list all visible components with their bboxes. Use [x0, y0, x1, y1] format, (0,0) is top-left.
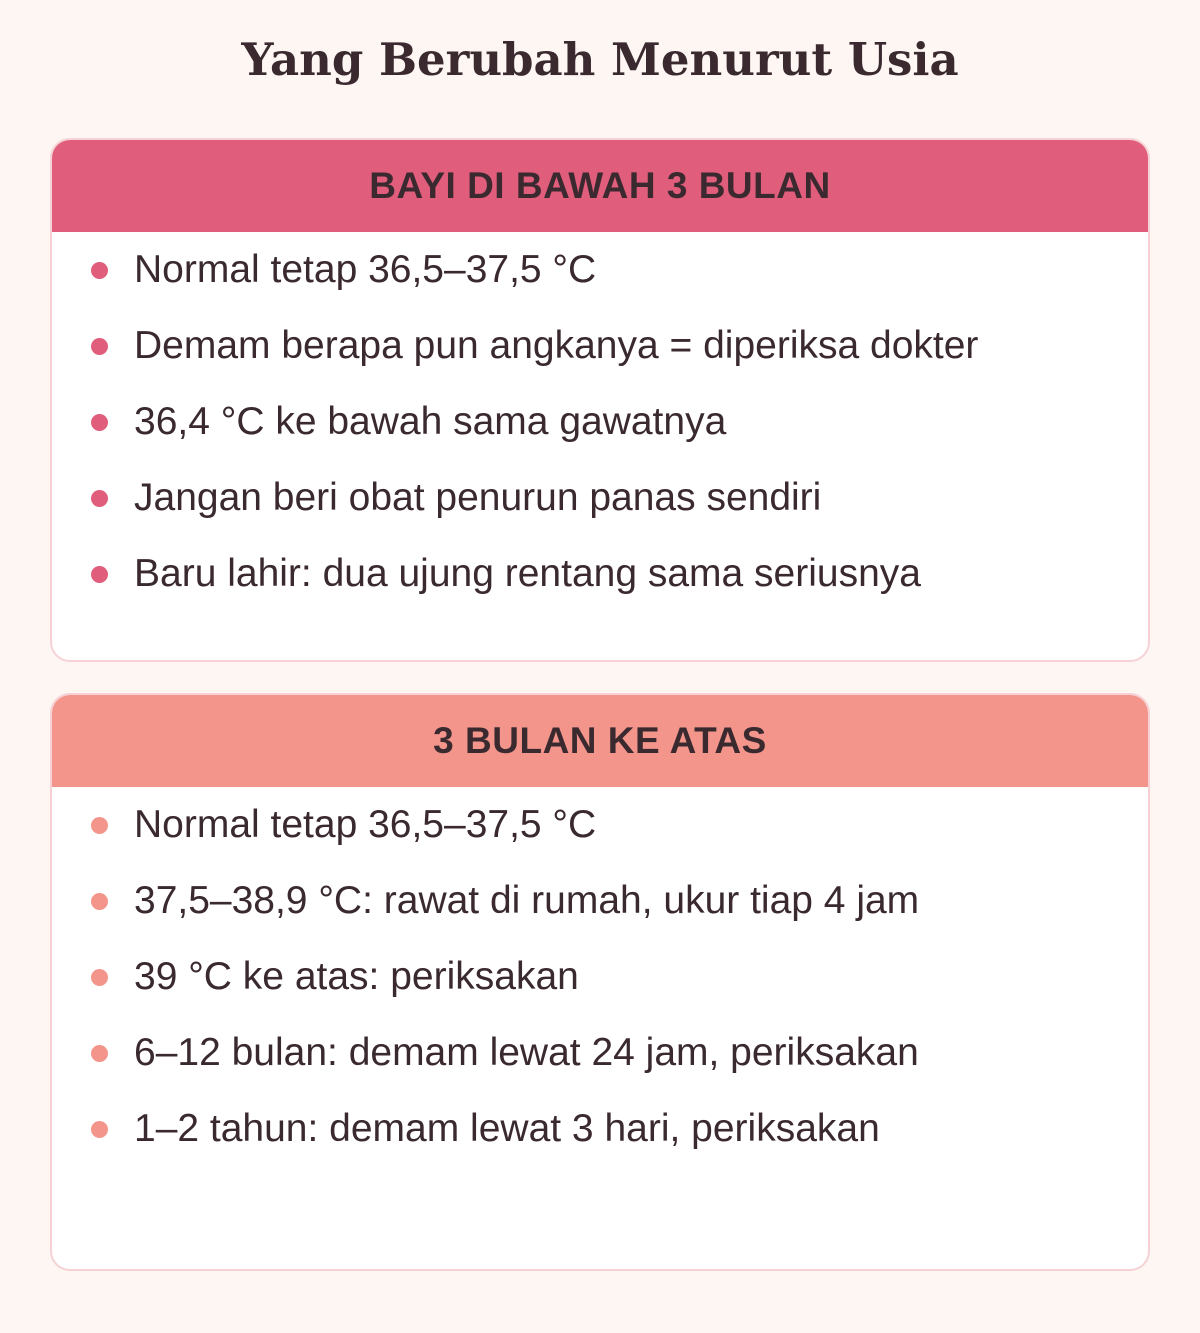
- list-item-text: 37,5–38,9 °C: rawat di rumah, ukur tiap 4 jam: [134, 879, 920, 922]
- list-item-text: Demam berapa pun angkanya = diperiksa dokter: [134, 324, 979, 367]
- list-item: [52, 244, 1148, 296]
- card-list: [52, 787, 1148, 1155]
- bullet-dot-icon: [91, 817, 108, 834]
- list-item-text: 39 °C ke atas: periksakan: [134, 955, 579, 998]
- list-item: [52, 320, 1148, 372]
- bullet-dot-icon: [91, 262, 108, 279]
- page-title: Yang Berubah Menurut Usia: [241, 33, 959, 86]
- list-item: [52, 951, 1148, 1003]
- bullet-dot-icon: [91, 338, 108, 355]
- list-item: [52, 548, 1148, 600]
- bullet-dot-icon: [91, 414, 108, 431]
- list-item-text: 6–12 bulan: demam lewat 24 jam, periksakan: [134, 1031, 919, 1074]
- card-list: [52, 232, 1148, 600]
- list-item-text: 36,4 °C ke bawah sama gawatnya: [134, 400, 727, 443]
- over-3-months-card: [50, 693, 1150, 1271]
- list-item: [52, 1027, 1148, 1079]
- list-item: [52, 875, 934, 927]
- bullet-dot-icon: [91, 969, 108, 986]
- bullet-dot-icon: [91, 490, 108, 507]
- list-item-text: 1–2 tahun: demam lewat 3 hari, periksakan: [134, 1107, 880, 1150]
- card-heading: 3 BULAN KE ATAS: [52, 695, 1148, 787]
- bullet-dot-icon: [91, 566, 108, 583]
- list-item: [52, 799, 1148, 851]
- card-heading: BAYI DI BAWAH 3 BULAN: [52, 140, 1148, 232]
- bullet-dot-icon: [91, 1045, 108, 1062]
- list-item-text: Normal tetap 36,5–37,5 °C: [134, 803, 597, 846]
- list-item-text: Normal tetap 36,5–37,5 °C: [134, 248, 597, 291]
- list-item: [52, 472, 1148, 524]
- bullet-dot-icon: [91, 893, 108, 910]
- list-item-text: Baru lahir: dua ujung rentang sama seriusnya: [134, 552, 921, 595]
- list-item: [52, 396, 1148, 448]
- infant-under-3-months-card: [50, 138, 1150, 662]
- bullet-dot-icon: [91, 1121, 108, 1138]
- list-item: [52, 1103, 1148, 1155]
- list-item-text: Jangan beri obat penurun panas sendiri: [134, 476, 822, 519]
